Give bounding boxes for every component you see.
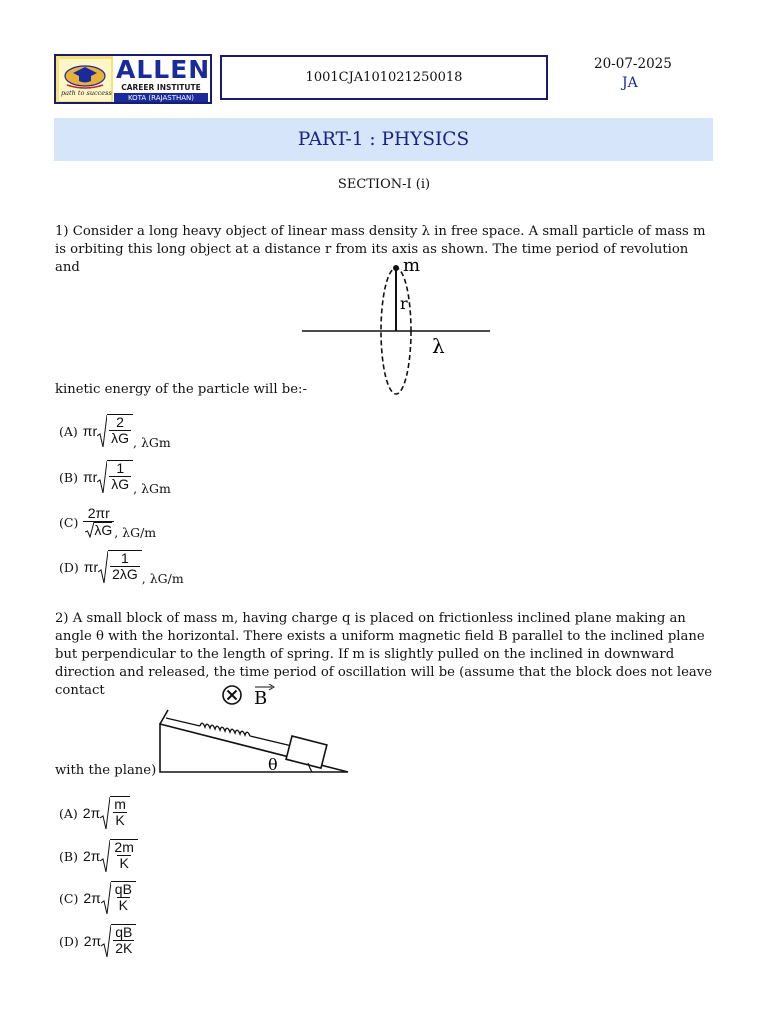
option-denominator: λG: [94, 522, 113, 538]
option-tail: λG/m: [149, 571, 184, 586]
option-prefix: 2π: [83, 933, 102, 949]
option-tail: λG/m: [122, 525, 157, 540]
option-denominator: λG: [111, 476, 130, 492]
exam-date: 20-07-2025: [594, 56, 672, 72]
incline-wall: [160, 710, 168, 724]
option-numerator: 2πr: [87, 505, 110, 521]
option-label: (C): [59, 514, 79, 530]
option-numerator: qB: [115, 924, 133, 940]
logo-tagline: path to success: [61, 89, 112, 97]
spring-coil: [200, 723, 250, 736]
option-prefix: 2π: [82, 805, 101, 821]
option-denominator: K: [118, 897, 129, 913]
label-B: B: [254, 688, 268, 709]
question-2-option-b[interactable]: [59, 839, 138, 873]
option-numerator: 1: [116, 460, 125, 476]
option-label: (C): [59, 890, 79, 906]
option-label: (A): [59, 805, 78, 821]
question-1-figure: [300, 255, 495, 400]
option-prefix: 2π: [83, 890, 101, 906]
question-1-option-a[interactable]: (A) πr $\frac{2}{\lambda G}$ , λGm: [59, 414, 171, 450]
logo-subtitle: CAREER INSTITUTE: [121, 83, 201, 92]
option-label: (D): [59, 559, 79, 575]
label-m: m: [403, 255, 421, 276]
option-label: (A): [59, 423, 78, 439]
option-numerator: qB: [114, 881, 132, 897]
label-theta: θ: [268, 755, 278, 774]
option-denominator: 2λG: [112, 566, 138, 582]
question-2-option-c[interactable]: [59, 881, 136, 915]
logo-location: KOTA (RAJASTHAN): [114, 93, 208, 103]
option-numerator: 2m: [114, 839, 134, 855]
question-1-option-d[interactable]: (D) πr $\frac{1}{2\lambda G}$ , λG/m: [59, 550, 184, 586]
option-prefix: πr: [82, 423, 98, 439]
paper-code: JA: [622, 75, 638, 91]
label-r: r: [400, 294, 408, 313]
option-denominator: K: [119, 855, 129, 871]
option-denominator: λG: [111, 430, 129, 446]
question-2-option-d[interactable]: [59, 924, 136, 958]
part-title: PART-1 : PHYSICS: [297, 129, 470, 150]
option-numerator: 1: [121, 550, 129, 566]
option-label: (B): [59, 469, 78, 485]
option-tail: λGm: [141, 481, 171, 496]
option-tail: λGm: [140, 435, 171, 450]
paper-id: 1001CJA101021250018: [305, 70, 463, 85]
question-1-text-continued: kinetic energy of the particle will be:-: [55, 382, 307, 397]
particle-dot: [393, 265, 399, 271]
logo-brand-name: ALLEN: [116, 55, 211, 84]
question-1-option-b[interactable]: (B) πr $\frac{1}{\lambda G}$ , λGm: [59, 460, 171, 496]
question-2-text: 2) A small block of mass m, having charge q is placed on frictionless inclined plane making an angle θ with the horizontal. There exists a uniform magnetic field B parallel to the inclined plane but perpendicular to the length of spring. If m is slightly pulled on the inclined in downward direction and released, the time period of oscillation will be (assume that the block does not leave contact: [55, 611, 713, 698]
question-2-text-continued: with the plane): [55, 763, 157, 778]
question-2-option-a[interactable]: [59, 796, 130, 830]
label-lambda: λ: [432, 334, 445, 358]
option-numerator: m: [114, 796, 126, 812]
option-prefix: πr: [82, 469, 98, 485]
option-label: (B): [59, 848, 78, 864]
paper-id-box: [220, 55, 548, 100]
part-title-bar: [54, 118, 713, 161]
allen-logo: [54, 54, 212, 104]
section-title: SECTION-I (i): [337, 177, 431, 192]
option-prefix: 2π: [82, 848, 101, 864]
option-denominator: 2K: [115, 940, 133, 956]
question-1-text: 1) Consider a long heavy object of linear mass density λ in free space. A small particle of mass m is orbiting this long object at a distance r from its axis as shown. The time period of revolution and: [55, 224, 706, 275]
option-prefix: πr: [83, 559, 99, 575]
option-numerator: 2: [116, 414, 124, 430]
option-denominator: K: [115, 812, 125, 828]
question-1-option-c[interactable]: (C) $\frac{2\pi r}{\lambda G}$ , λG/m: [59, 505, 157, 540]
option-label: (D): [59, 933, 79, 949]
